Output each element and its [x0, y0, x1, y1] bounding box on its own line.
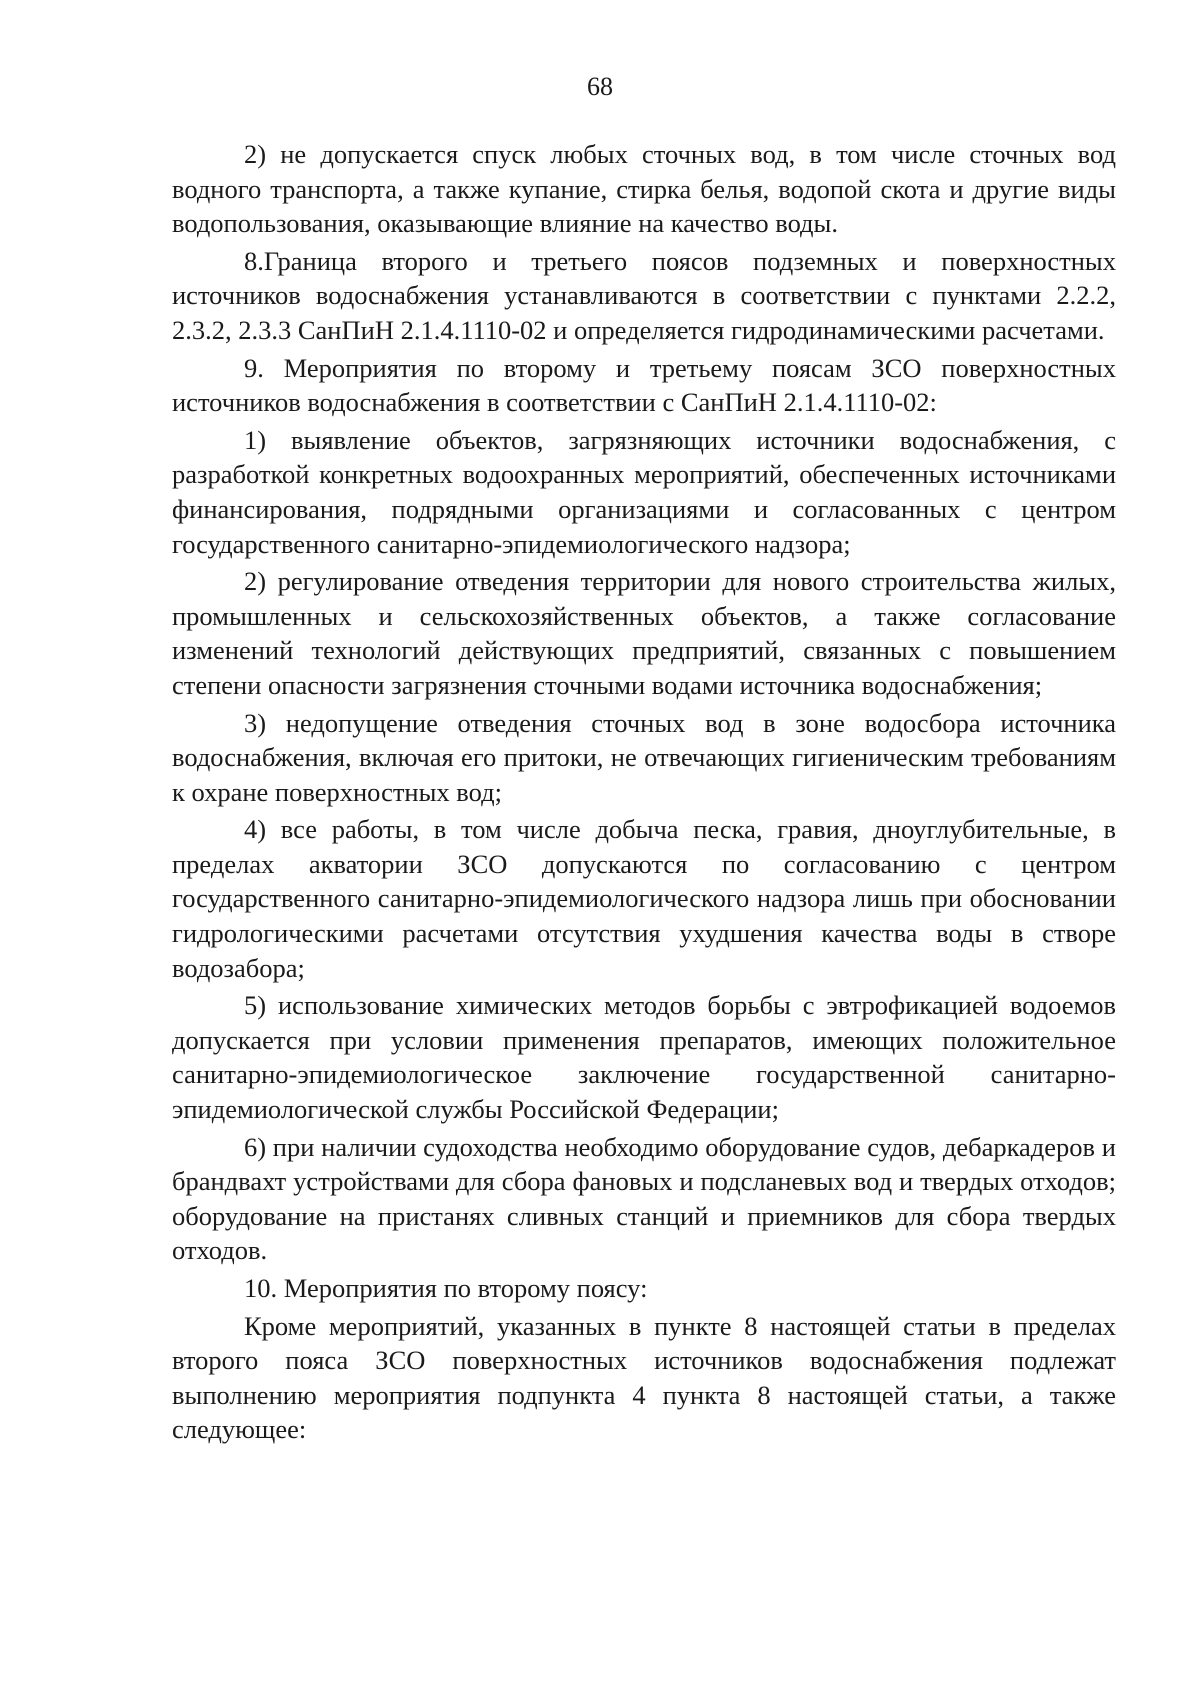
paragraph-9-5-chemical-methods: 5) использование химических методов борьбы с эвтрофикацией водоемов допускается при условии применения препаратов, имеющих положительное санитарно-эпидемиологическое заключение государственной санитарно-эпидемиологической службы Российской Федерации; [172, 990, 1116, 1125]
paragraph-9-2-land-allocation: 2) регулирование отведения территории для нового строительства жилых, промышленных и сельскохозяйственных объектов, а также согласование изменений технологий действующих предприятий, связанных с повышением степени опасности загрязнения сточными водами источника водоснабжения; [172, 566, 1116, 700]
paragraph-9-3-wastewater-discharge: 3) недопущение отведения сточных вод в зоне водосбора источника водоснабжения, включая его притоки, не отвечающих гигиеническим требованиям к охране поверхностных вод; [172, 707, 1116, 807]
paragraph-10-additional-measures: Кроме мероприятий, указанных в пункте 8 настоящей статьи в пределах второго пояса ЗСО поверхностных источников водоснабжения подлежат выполнению мероприятия подпункта 4 пункта 8 настоящей статьи, а также следующее: [172, 1310, 1116, 1445]
paragraph-9-4-aquatory-works: 4) все работы, в том числе добыча песка, гравия, дноуглубительные, в пределах акватории ЗСО допускаются по согласованию с центром государственного санитарно-эпидемиологического надзора лишь при обосновании гидрологическими расчетами отсутствия ухудшения качества воды в створе водозабора; [172, 814, 1116, 983]
paragraph-2-wastewater-ban: 2) не допускается спуск любых сточных вод, в том числе сточных вод водного транспорта, а также купание, стирка белья, водопой скота и другие виды водопользования, оказывающие влияние на качество воды. [172, 139, 1116, 239]
paragraph-9-measures-header: 9. Мероприятия по второму и третьему поясам ЗСО поверхностных источников водоснабжения в соответствии с СанПиН 2.1.4.1110-02: [172, 352, 1116, 418]
page-number: 68 [587, 72, 613, 101]
paragraph-9-6-shipping-equipment: 6) при наличии судоходства необходимо оборудование судов, дебаркадеров и брандвахт устройствами для сбора фановых и подсланевых вод и твердых отходов; оборудование на пристанях сливных станций и приемников для сбора твердых отходов. [172, 1131, 1116, 1266]
paragraph-8-zone-boundary: 8.Граница второго и третьего поясов подземных и поверхностных источников водоснабжения устанавливаются в соответствии с пунктами 2.2.2, 2.3.2, 2.3.3 СанПиН 2.1.4.1110-02 и определяется гидродинамическими расчетами. [172, 245, 1116, 345]
paragraph-9-1-identify-polluters: 1) выявление объектов, загрязняющих источники водоснабжения, с разработкой конкретных водоохранных мероприятий, обеспеченных источниками финансирования, подрядными организациями и согласованных с центром государственного санитарно-эпидемиологического надзора; [172, 424, 1116, 559]
paragraph-10-second-zone-header: 10. Мероприятия по второму поясу: [244, 1273, 648, 1303]
document-body [172, 137, 1116, 1450]
